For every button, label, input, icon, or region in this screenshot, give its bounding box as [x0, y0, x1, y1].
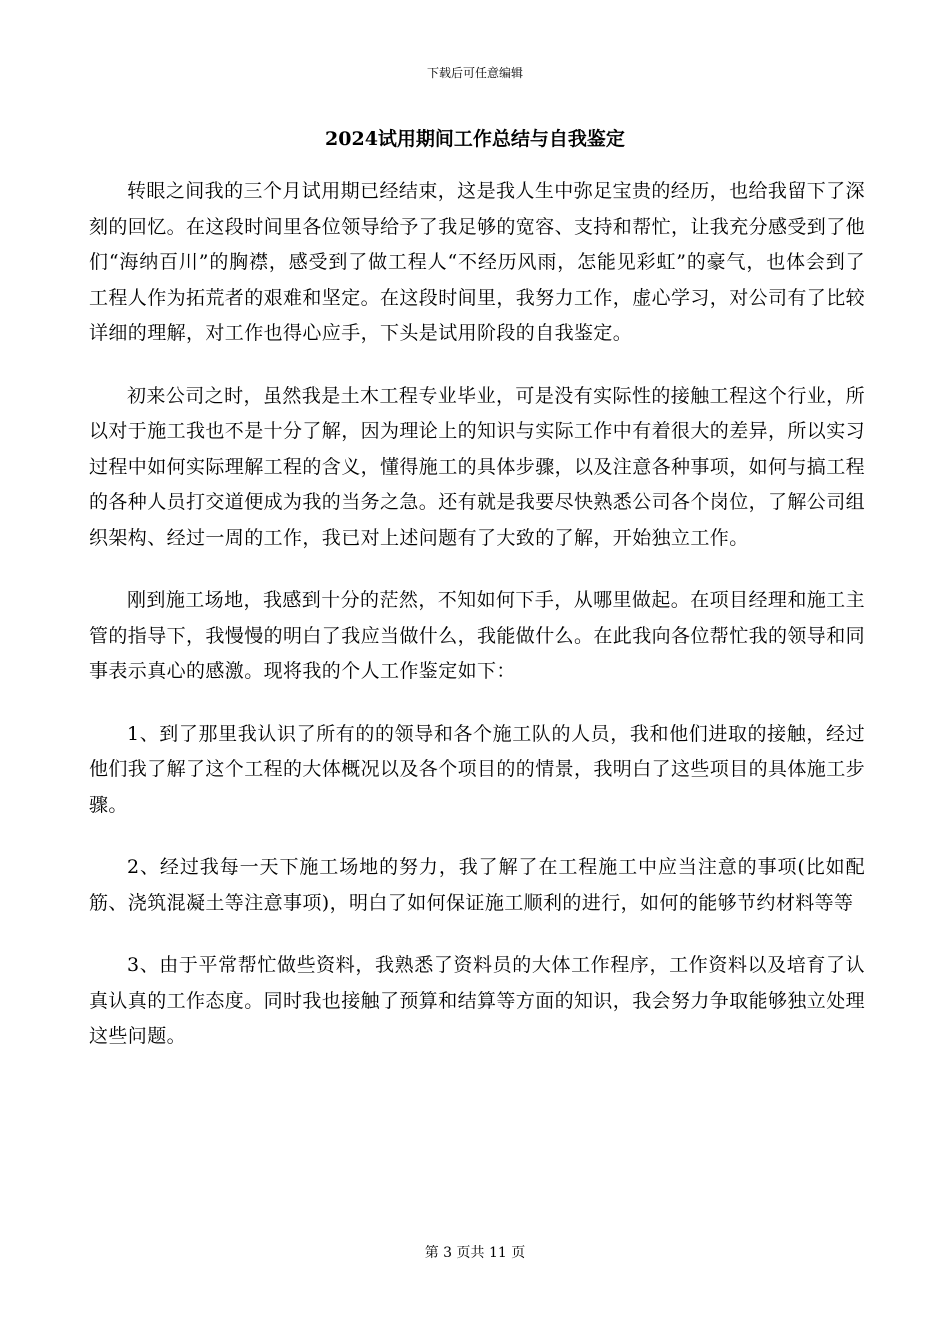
download-note: 下载后可任意编辑	[426, 66, 523, 80]
paragraph-6: 3、由于平常帮忙做些资料，我熟悉了资料员的大体工作程序，工作资料以及培育了认真认真的工作态度。同时我也接触了预算和结算等方面的知识，我会努力争取能够独立处理这些问题。	[89, 954, 866, 1047]
paragraph-5: 2、经过我每一天下施工场地的努力，我了解了在工程施工中应当注意的事项(比如配筋、浇筑混凝土等注意事项)，明白了如何保证施工顺利的进行，如何的能够节约材料等等	[89, 856, 865, 914]
paragraph-4: 1、到了那里我认识了所有的的领导和各个施工队的人员，我和他们进取的接触，经过他们我了解了这个工程的大体概况以及各个项目的的情景，我明白了这些项目的具体施工步骤。	[89, 722, 866, 816]
paragraph-1: 转眼之间我的三个月试用期已经结束，这是我人生中弥足宝贵的经历，也给我留下了深刻的回忆。在这段时间里各位领导给予了我足够的宽容、支持和帮忙，让我充分感受到了他们“海纳百川”的胸襟，感受到了做工程人“不经历风雨，怎能见彩虹”的豪气，也体会到了工程人作为拓荒者的艰难和坚定。在这段时间里，我努力工作，虚心学习，对公司有了比较详细的理解，对工作也得心应手，下头是试用阶段的自我鉴定。	[89, 180, 866, 344]
paragraph-3: 刚到施工场地，我感到十分的茫然，不知如何下手，从哪里做起。在项目经理和施工主管的指导下，我慢慢的明白了我应当做什么，我能做什么。在此我向各位帮忙我的领导和同事表示真心的感激。现将我的个人工作鉴定如下：	[89, 589, 866, 682]
page-number: 第 3 页共 11 页	[424, 1245, 526, 1261]
paragraph-2: 初来公司之时，虽然我是土木工程专业毕业，可是没有实际性的接触工程这个行业，所以对于施工我也不是十分了解，因为理论上的知识与实际工作中有着很大的差异，所以实习过程中如何实际理解工程的含义，懂得施工的具体步骤，以及注意各种事项，如何与搞工程的各种人员打交道便成为我的当务之急。还有就是我要尽快熟悉公司各个岗位，了解公司组织架构、经过一周的工作，我已对上述问题有了大致的了解，开始独立工作。	[89, 384, 866, 549]
document-title: 2024试用期间工作总结与自我鉴定	[325, 128, 625, 150]
document-body	[89, 174, 865, 1082]
